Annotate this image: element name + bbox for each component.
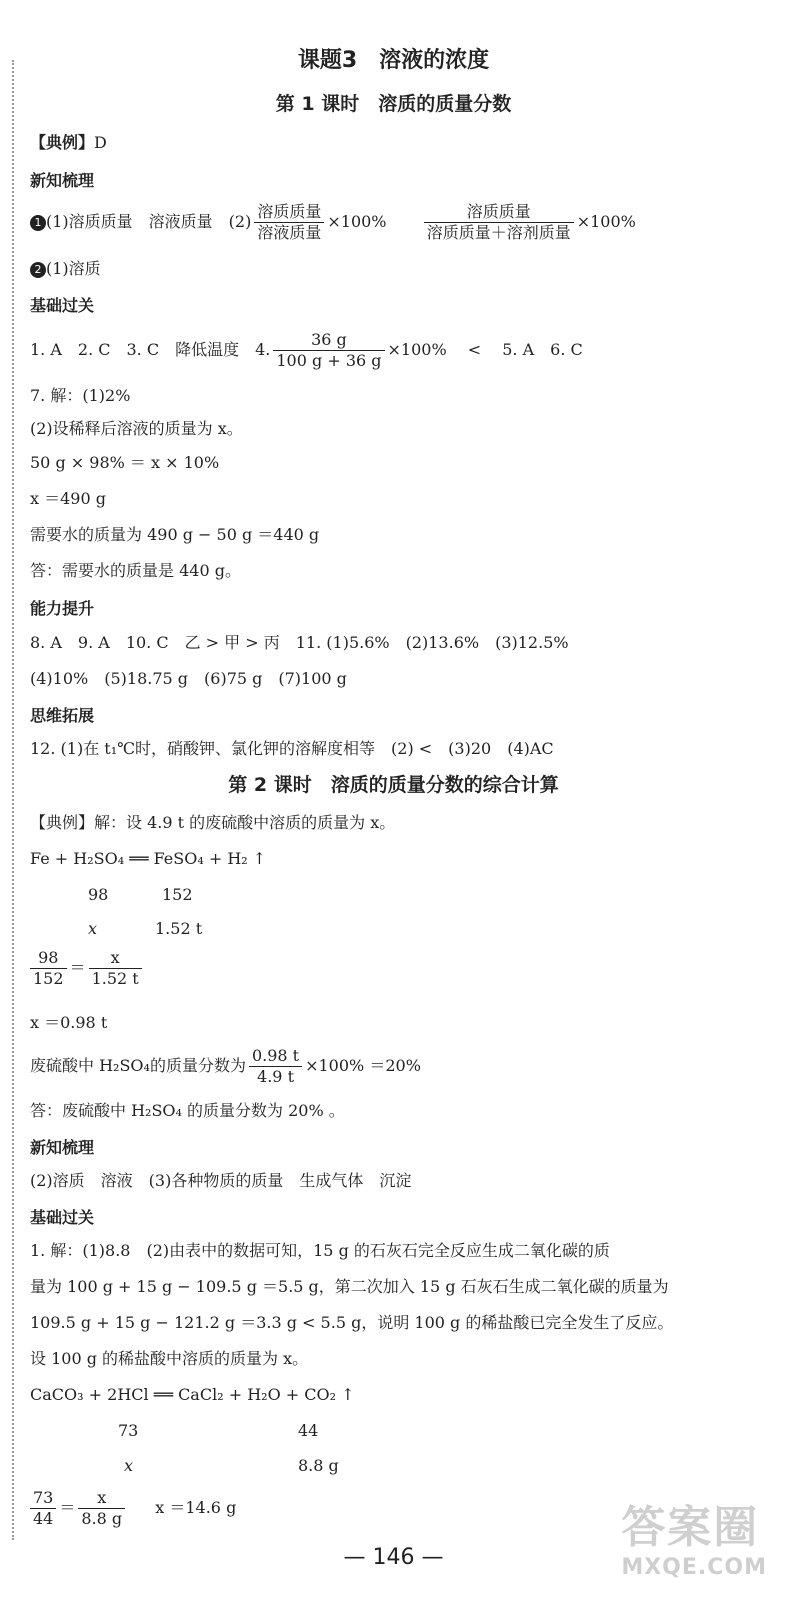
binding-dotted-line [12, 60, 14, 1540]
l2-basic-line-4: 设 100 g 的稀盐酸中溶质的质量为 x。 [30, 1349, 309, 1368]
section-jichu-1: 基础过关 [30, 296, 95, 315]
l2-ratio-152: 152 [162, 885, 193, 904]
l2-ratio-x2: x [124, 1456, 134, 1475]
q7-line-4: x ＝490 g [30, 489, 106, 508]
l1-newknow-1: 1 (1)溶质质量 溶液质量 (2) $\frac{\text{溶质质量}}{\text{溶液质量}}$ ×100% $\frac{\text{溶质质量}}{\text{溶质质量＋溶剂质量}}$ ×100% [30, 202, 636, 243]
fraction-mass-fraction-2: $\frac{\text{溶质质量}}{\text{溶质质量＋溶剂质量}}$ [424, 202, 574, 243]
lesson-1-title: 第 1 课时 溶质的质量分数 [275, 93, 512, 115]
l2-percentage: 废硫酸中 H₂SO₄的质量分数为 $\frac{0.98 t}{4.9 t}$ ×100% ＝20% [30, 1046, 421, 1086]
l1-basic-answers: 1. A 2. C 3. C 降低温度 4. $\frac{36 g}{100 g + 36 g}$ ×100% < 5. A 6. C [30, 330, 583, 370]
q7-line-5: 需要水的质量为 490 g − 50 g ＝440 g [30, 525, 320, 544]
number-2-icon: 2 [30, 262, 46, 278]
l2-ratio-x: x [88, 919, 98, 938]
l2-equation-2: CaCO₃ + 2HCl ══ CaCl₂ + H₂O + CO₂ ↑ [30, 1385, 355, 1404]
l2-proportion-2: $\frac{73}{44}$ ＝ $\frac{x}{8.8 g}$ x ＝14.6 g [30, 1488, 236, 1529]
section-nengli: 能力提升 [30, 599, 95, 618]
l1-newknow-2: 2 (1)溶质 [30, 258, 101, 280]
l2-example-intro: 【典例】解：设 4.9 t 的废硫酸中溶质的质量为 x。 [30, 813, 396, 832]
l2-proportion: $\frac{98}{152}$ ＝ $\frac{x}{1.52 t}$ [30, 948, 145, 989]
watermark-logo: 答案圈 MXQE.COM [621, 1502, 767, 1580]
l2-ratio-73: 73 [118, 1421, 139, 1440]
section-jichu-2: 基础过关 [30, 1208, 95, 1227]
lesson-2-title: 第 2 课时 溶质的质量分数的综合计算 [228, 774, 559, 796]
q7-line-6: 答：需要水的质量是 440 g。 [30, 561, 241, 580]
section-xinzhi-2: 新知梳理 [30, 1138, 95, 1157]
l2-basic-line-2: 量为 100 g + 15 g − 109.5 g ＝5.5 g，第二次加入 15 g 石灰石生成二氧化碳的质量为 [30, 1277, 669, 1296]
l2-equation-1: Fe + H₂SO₄ ══ FeSO₄ + H₂ ↑ [30, 849, 267, 868]
l2-basic-line-3: 109.5 g + 15 g − 121.2 g ＝3.3 g < 5.5 g，说明 100 g 的稀盐酸已完全发生了反应。 [30, 1313, 674, 1332]
l2-ratio-88: 8.8 g [298, 1456, 339, 1475]
l2-basic-line-1: 1. 解：(1)8.8 (2)由表中的数据可知，15 g 的石灰石完全反应生成二氧化碳的质 [30, 1241, 610, 1260]
number-1-icon: 1 [30, 215, 46, 231]
page-number: — 146 — [343, 1545, 444, 1570]
q7-line-1: 7. 解：(1)2% [30, 386, 131, 405]
l2-ratio-152t: 1.52 t [155, 919, 203, 938]
l2-ratio-44: 44 [298, 1421, 319, 1440]
section-xinzhi: 新知梳理 [30, 171, 95, 190]
l1-example: 【典例】D [30, 133, 107, 152]
fraction-36g: $\frac{36 g}{100 g + 36 g}$ [273, 330, 384, 371]
page-title: 课题3 溶液的浓度 [297, 48, 490, 73]
section-siwei: 思维拓展 [30, 706, 95, 725]
example-label: 【典例】 [30, 133, 95, 152]
q7-line-2: (2)设稀释后溶液的质量为 x。 [30, 419, 243, 438]
q7-line-3: 50 g × 98% ＝ x × 10% [30, 453, 220, 472]
nengli-line-1: 8. A 9. A 10. C 乙 > 甲 > 丙 11. (1)5.6% (2)13.6% (3)12.5% [30, 633, 569, 652]
l2-ratio-98: 98 [88, 885, 109, 904]
fraction-mass-fraction: $\frac{\text{溶质质量}}{\text{溶液质量}}$ [254, 202, 324, 243]
siwei-line-1: 12. (1)在 t₁℃时，硝酸钾、氯化钾的溶解度相等 (2) < (3)20 (4)AC [30, 739, 554, 758]
l2-newknow: (2)溶质 溶液 (3)各种物质的质量 生成气体 沉淀 [30, 1171, 412, 1190]
nengli-line-2: (4)10% (5)18.75 g (6)75 g (7)100 g [30, 669, 347, 688]
l2-x-value: x ＝0.98 t [30, 1013, 108, 1032]
l2-answer: 答：废硫酸中 H₂SO₄ 的质量分数为 20% 。 [30, 1101, 345, 1120]
